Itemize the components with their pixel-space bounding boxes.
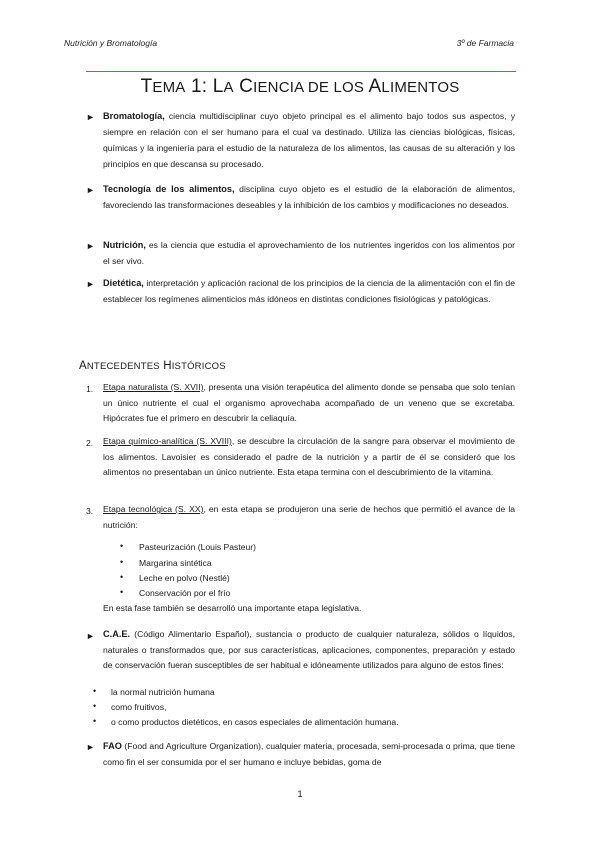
list-number: 1. [86,384,94,394]
title-rule [86,71,516,72]
header-left: Nutrición y Bromatología [64,38,158,48]
page-number: 1 [297,789,303,800]
section-heading: ANTECEDENTES HISTÓRICOS [79,360,226,372]
list-item: la normal nutrición humana [111,687,215,697]
bullet-icon: • [93,701,97,711]
stage-naturalista: Etapa naturalista (S. XVII), presenta una visión terapéutica del alimento donde se pensaba que solo tenían un único nutriente el cual el organismo aprovechaba acompañado de un veneno que se excretaba. Hipócrates fue el primero en descubrir la celiaquía. [103,382,515,423]
list-number: 2. [86,438,94,448]
triangle-right-icon: ► [86,742,95,752]
definition-tecnologia: Tecnología de los alimentos, disciplina cuyo objeto es el estudio de la elaboración de alimentos, favoreciendo las transformaciones deseables y la inhibición de los cambios y modificaciones no deseados. [103,184,515,210]
page-title: TEMA 1: LA CIENCIA DE LOS ALIMENTOS [140,76,460,97]
list-item: Margarina sintética [139,558,212,568]
list-item: Conservación por el frío [139,588,231,598]
list-item: Leche en polvo (Nestlé) [139,573,230,583]
list-item: o como productos dietéticos, en casos especiales de alimentación humana. [111,717,399,727]
bullet-icon: • [120,587,124,597]
triangle-right-icon: ► [86,112,95,122]
bullet-icon: • [93,716,97,726]
header-right: 3º de Farmacia [456,38,514,48]
list-number: 3. [86,506,94,516]
stage-tecnologica: Etapa tecnológica (S. XX), en esta etapa se produjeron una serie de hechos que permitió el avance de la nutrición: [103,504,516,530]
stage-quimico-analitica: Etapa químico-analítica (S. XVIII), se descubre la circulación de la sangre para observar el movimiento de los alimentos. Lavoisier es considerado el padre de la nutrición y a partir de él se consideró que los alimentos no presentaban un único nutriente. Esta etapa termina con el descubrimiento de la vitamina. [103,436,515,477]
definition-nutricion: Nutrición, es la ciencia que estudia el aprovechamiento de los nutrientes ingeridos con los alimentos por el ser vivo. [103,240,515,266]
triangle-right-icon: ► [86,185,95,195]
triangle-right-icon: ► [86,241,95,251]
triangle-right-icon: ► [86,279,95,289]
definition-bromatologia: Bromatología, ciencia multidisciplinar cuyo objeto principal es el alimento bajo todos sus aspectos, y siempre en relación con el ser humano para el cual va destinado. Utiliza las ciencias biológicas, físicas, químicas y la ingeniería para el estudio de la naturaleza de los alimentos, las causas de su alteración y los principios en que descansa su procesado. [103,111,515,169]
list-item: como fruitivos, [111,702,167,712]
bullet-icon: • [120,557,124,567]
bullet-icon: • [93,686,97,696]
triangle-right-icon: ► [86,631,95,641]
definition-cae: C.A.E. (Código Alimentario Español), sustancia o producto de cualquier naturaleza, sólidos o líquidos, naturales o transformados que, por sus características, aplicaciones, componentes, preparación y estado de conservación fueran susceptibles de ser habitual e idóneamente utilizados para alguno de estos fines: [103,629,515,670]
bullet-icon: • [120,541,124,551]
tech-note: En esta fase también se desarrolló una importante etapa legislativa. [103,603,362,613]
bullet-icon: • [120,572,124,582]
list-item: Pasteurización (Louis Pasteur) [139,542,257,552]
definition-dietetica: Dietética, interpretación y aplicación racional de los principios de la ciencia de la alimentación con el fin de establecer los regímenes alimenticios más idóneos en distintas condiciones fisiológicas y patológicas. [103,278,515,304]
definition-fao: FAO (Food and Agriculture Organization), cualquier materia, procesada, semi-procesada o prima, que tiene como fin el ser consumida por el ser humano e incluye bebidas, goma de [103,741,515,767]
